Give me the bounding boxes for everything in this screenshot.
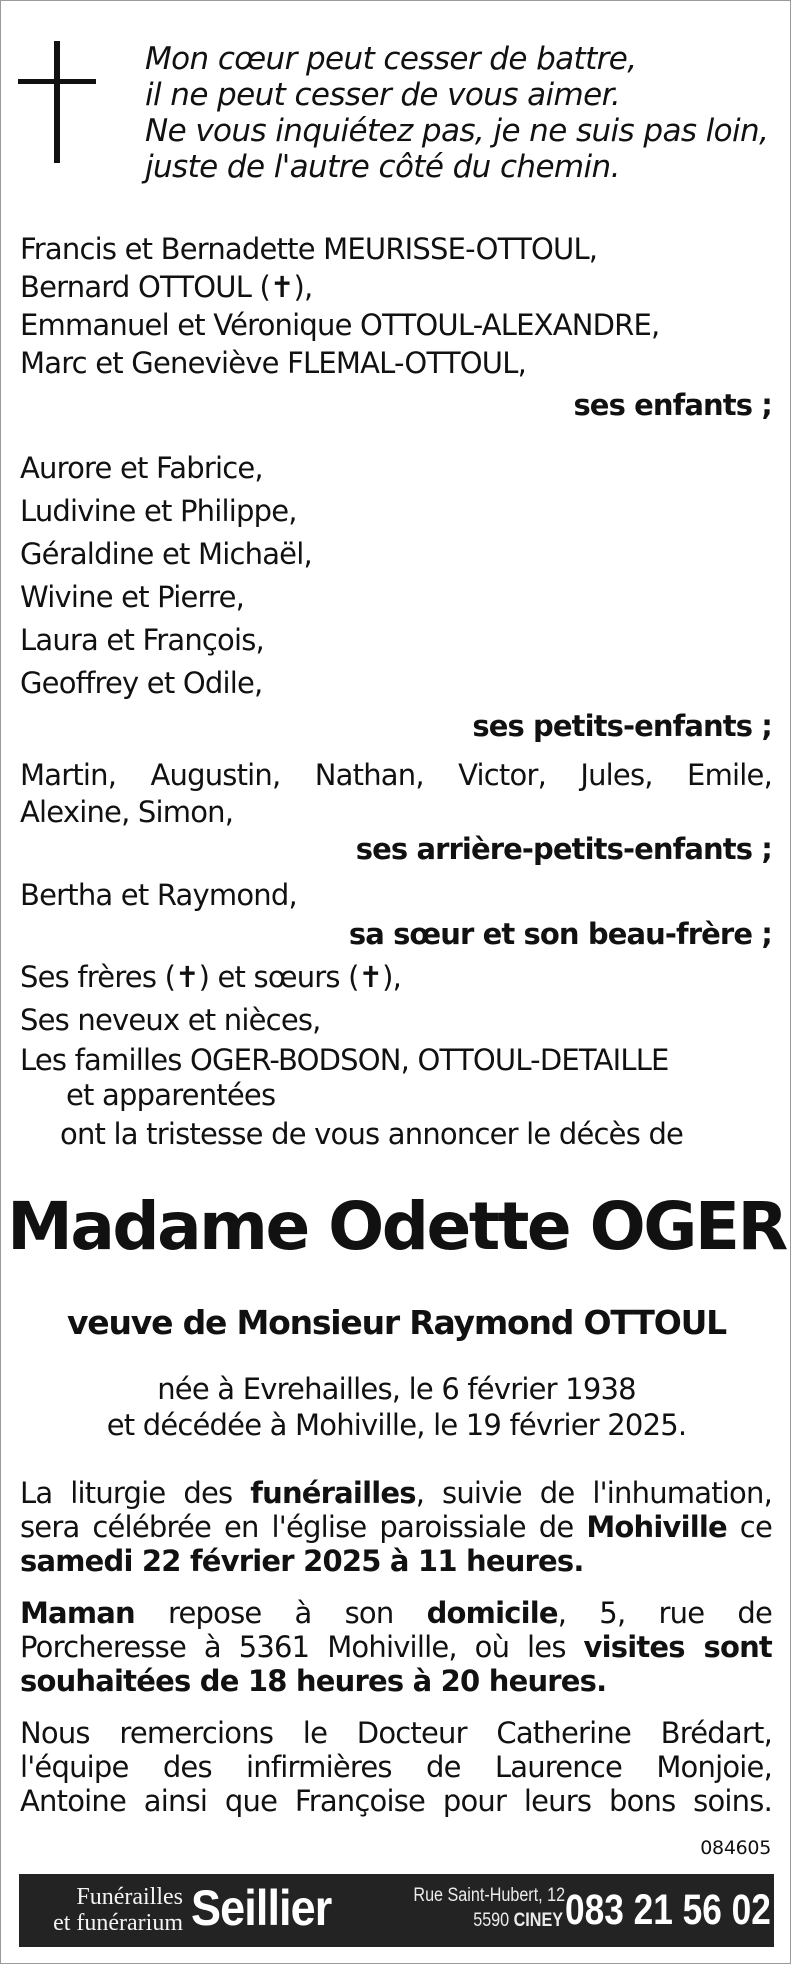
family-line: Alexine, Simon,: [20, 795, 234, 829]
poem: [145, 41, 769, 185]
visitation-line: Porcheresse à 5361 Mohiville, où les visites sont: [20, 1630, 772, 1664]
grandchildren-block: [20, 447, 772, 748]
family-line: Les familles OGER-BODSON, OTTOUL-DETAILLE: [20, 1043, 669, 1077]
funeral-date: samedi 22 février 2025 à 11 heures.: [20, 1544, 584, 1578]
visitation-paragraph: [20, 1596, 772, 1698]
thanks-line: l'équipe des infirmières de Laurence Monjoie,: [20, 1750, 772, 1784]
family-line: Aurore et Fabrice,: [20, 451, 263, 485]
funeral-home-banner: [19, 1874, 774, 1947]
deceased-name: Madame Odette OGER: [7, 1188, 786, 1265]
poem-line: il ne peut cesser de vous aimer.: [145, 77, 621, 113]
funeral-line: sera célébrée en l'église paroissiale de Mohiville ce: [20, 1510, 772, 1544]
death-line: et décédée à Mohiville, le 19 février 2025.: [106, 1408, 687, 1442]
family-line-indented: et apparentées: [66, 1078, 276, 1112]
thanks-line: Nous remercions le Docteur Catherine Brédart,: [20, 1716, 772, 1750]
family-line: Géraldine et Michaël,: [20, 537, 312, 571]
family-line: Emmanuel et Véronique OTTOUL-ALEXANDRE,: [20, 308, 660, 342]
sister-block: [20, 876, 772, 954]
poem-line: Ne vous inquiétez pas, je ne suis pas loin,: [145, 113, 769, 149]
family-line: Ses frères (✝) et sœurs (✝),: [20, 960, 402, 994]
funeral-home-phone: 083 21 56 02: [565, 1886, 771, 1934]
city: CINEY: [513, 1910, 563, 1931]
relation-label: ses petits-enfants ;: [472, 709, 772, 743]
great-grandchildren-block: [20, 757, 772, 868]
relation-label: ses arrière-petits-enfants ;: [355, 832, 772, 866]
thanks-paragraph: [20, 1716, 772, 1818]
services-line: et funérarium: [53, 1910, 183, 1936]
birth-death-dates: [1, 1371, 791, 1443]
family-line: Francis et Bernadette MEURISSE-OTTOUL,: [20, 232, 598, 266]
address-street: Rue Saint-Hubert, 12: [413, 1885, 566, 1906]
funeral-line: La liturgie des funérailles, suivie de l'inhumation,: [20, 1476, 772, 1510]
funeral-paragraph: [20, 1476, 772, 1578]
family-line: Bernard OTTOUL (✝),: [20, 270, 313, 304]
family-line: Geoffrey et Odile,: [20, 666, 263, 700]
thanks-line: Antoine ainsi que Françoise pour leurs bons soins.: [20, 1784, 772, 1818]
funeral-home-address: [413, 1883, 566, 1933]
family-line: Wivine et Pierre,: [20, 580, 245, 614]
family-line: Ses neveux et nièces,: [20, 1003, 321, 1037]
visitation-line: Maman repose à son domicile, 5, rue de: [20, 1596, 772, 1630]
family-line: Laura et François,: [20, 623, 264, 657]
visitation-hours: souhaitées de 18 heures à 20 heures.: [20, 1664, 607, 1698]
funeral-home-brand: Seillier: [191, 1880, 332, 1936]
poem-line: Mon cœur peut cesser de battre,: [145, 41, 637, 77]
services-line: Funérailles: [76, 1884, 183, 1910]
others-block: [20, 956, 772, 1157]
postal-code: 5590: [473, 1910, 514, 1931]
relation-label: ses enfants ;: [573, 388, 772, 422]
poem-line: juste de l'autre côté du chemin.: [145, 149, 620, 185]
reference-number: 084605: [700, 1837, 771, 1859]
family-line: Ludivine et Philippe,: [20, 494, 297, 528]
family-line: Bertha et Raymond,: [20, 878, 297, 912]
family-line: Martin, Augustin, Nathan, Victor, Jules, Emile,: [20, 758, 772, 792]
family-line: Marc et Geneviève FLEMAL-OTTOUL,: [20, 346, 527, 380]
widow-of: veuve de Monsieur Raymond OTTOUL: [67, 1303, 726, 1342]
cross-icon: [18, 41, 96, 163]
birth-line: née à Evrehailles, le 6 février 1938: [157, 1372, 636, 1406]
funeral-home-services: [33, 1884, 183, 1936]
announcement: ont la tristesse de vous annoncer le décès de: [60, 1117, 684, 1151]
address-city-line: [413, 1908, 563, 1933]
children-block: [20, 230, 772, 424]
relation-label: sa sœur et son beau-frère ;: [348, 917, 772, 951]
